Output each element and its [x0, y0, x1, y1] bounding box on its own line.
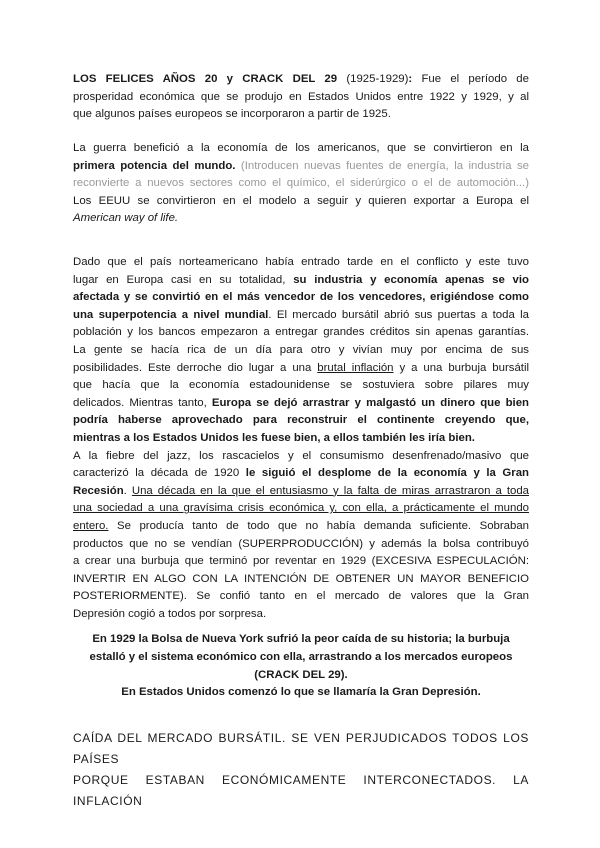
- intro-line-3: que algunos países europeos se incorporaron a partir de 1925.: [73, 108, 391, 121]
- main-line-3: afectada y se convirtió en el más vencedor de los vencedores, erigiéndose como: [73, 291, 529, 304]
- intro-colon: :: [408, 73, 413, 85]
- intro-line-1: [73, 71, 529, 89]
- intro-text-a: Fue el período de: [412, 73, 529, 85]
- main-line-5: población y los bancos empezaron a entregar grandes créditos sin apenas garantías.: [73, 326, 529, 339]
- main-line-21: Depresión cogió a todos por sorpresa.: [73, 607, 267, 620]
- main-l4a: una superpotencia a nivel mundial: [73, 308, 269, 321]
- summary-line-2: estalló y el sistema económico con ella, arrastrando a los mercados europeos: [89, 650, 513, 663]
- intro-heading: LOS FELICES AÑOS 20 y CRACK DEL 29: [73, 73, 338, 85]
- main-line-18: a crear una burbuja que terminó por reventar en 1929 (EXCESIVA ESPECULACIÓN:: [73, 555, 529, 568]
- closing-block: [73, 728, 529, 812]
- war-line-4: Los EEUU se convirtieron en el modelo a seguir y quieren exportar a Europa el: [73, 194, 529, 207]
- main-l2a: lugar en Europa casi en su totalidad,: [73, 273, 294, 286]
- main-line-8: que hacía que la economía estadounidense se sostuviera sobre pilares muy: [73, 379, 529, 392]
- main-l16b: Se producía tanto de todo que no había demanda suficiente. Sobraban: [108, 519, 529, 532]
- main-line-14: [73, 483, 529, 501]
- main-l4b: . El mercado bursátil abrió sus puertas a toda la: [268, 308, 529, 321]
- war-line-2: [73, 158, 529, 176]
- main-l2b: su industria y economía apenas se vio: [293, 273, 529, 286]
- intro-line-2: prosperidad económica que se produjo en Estados Unidos entre 1922 y 1929, y al: [73, 90, 529, 103]
- main-l14c: Una década en la que el entusiasmo y la falta de miras arrastraron a toda: [131, 484, 529, 497]
- summary-line-1: En 1929 la Bolsa de Nueva York sufrió la peor caída de su historia; la burbuja: [92, 633, 510, 645]
- main-line-10: podría haberse aprovechado para reconstruir el continente creyendo que,: [73, 414, 529, 427]
- war-bold: primera potencia del mundo.: [73, 159, 236, 172]
- main-line-11: mientras a los Estados Unidos les fuese bien, a ellos también les iría bien.: [73, 431, 475, 444]
- main-l7b: brutal inflación: [317, 361, 394, 374]
- war-line-5: American way of life.: [73, 212, 179, 225]
- main-line-1: Dado que el país norteamericano había entrado tarde en el conflicto y este tuvo: [73, 256, 529, 268]
- main-l9a: delicados. Mientras tanto,: [73, 396, 212, 409]
- main-line-7: [73, 360, 529, 378]
- summary-block: [73, 631, 529, 702]
- war-paragraph: [73, 140, 529, 228]
- intro-years: (1925-1929): [346, 73, 409, 85]
- war-line-3: reconvierte a nuevos sectores como el químico, el siderúrgico o el de automoción...): [73, 177, 529, 190]
- main-l14a: Recesión: [73, 484, 124, 497]
- main-line-12: A la fiebre del jazz, los rascacielos y el consumismo desenfrenado/masivo que: [73, 449, 529, 462]
- main-line-17: productos que no se vendían (SUPERPRODUCCIÓN) y además la bolsa contribuyó: [73, 537, 529, 550]
- main-line-13: [73, 465, 529, 483]
- summary-line-4: En Estados Unidos comenzó lo que se llamaría la Gran Depresión.: [121, 686, 481, 699]
- main-line-6: La gente se hacía rica de un día para otro y vivían muy por encima de sus: [73, 343, 529, 356]
- main-l7a: posibilidades. Este derroche dio lugar a una: [73, 361, 318, 374]
- main-line-20: POSTERIORMENTE). Se confió tanto en el mercado de valores que la Gran: [73, 590, 529, 603]
- main-line-16: [73, 518, 529, 536]
- main-l13a: caracterizó la década de 1920: [73, 467, 246, 480]
- main-line-2: [73, 272, 529, 290]
- closing-line-1: CAÍDA DEL MERCADO BURSÁTIL. SE VEN PERJUDICADOS TODOS LOS PAÍSES: [73, 731, 529, 766]
- main-l14b: .: [123, 484, 132, 497]
- main-line-4: [73, 307, 529, 325]
- war-gray-a: (Introducen nuevas fuentes de energía, la industria se: [235, 159, 530, 172]
- summary-line-3: (CRACK DEL 29).: [254, 668, 348, 681]
- main-l7c: y a una burbuja bursátil: [393, 361, 530, 374]
- main-l9b: Europa se dejó arrastrar y malgastó un dinero que bien: [211, 396, 529, 409]
- closing-line-2: PORQUE ESTABAN ECONÓMICAMENTE INTERCONECTADOS. LA INFLACIÓN: [73, 773, 529, 808]
- intro-paragraph: [73, 71, 529, 124]
- main-line-15: una sociedad a una gravísima crisis económica y, con ella, a prácticamente el mundo: [73, 502, 529, 515]
- main-l13b: le siguió el desplome de la economía y la Gran: [245, 467, 529, 480]
- main-l16a: entero.: [73, 519, 109, 532]
- main-paragraph: [73, 254, 529, 623]
- war-line-1: La guerra benefició a la economía de los americanos, que se convirtieron en la: [73, 142, 529, 154]
- main-line-9: [73, 395, 529, 413]
- main-line-19: INVERTIR EN ALGO CON LA INTENCIÓN DE OBTENER UN MAYOR BENEFICIO: [73, 572, 529, 585]
